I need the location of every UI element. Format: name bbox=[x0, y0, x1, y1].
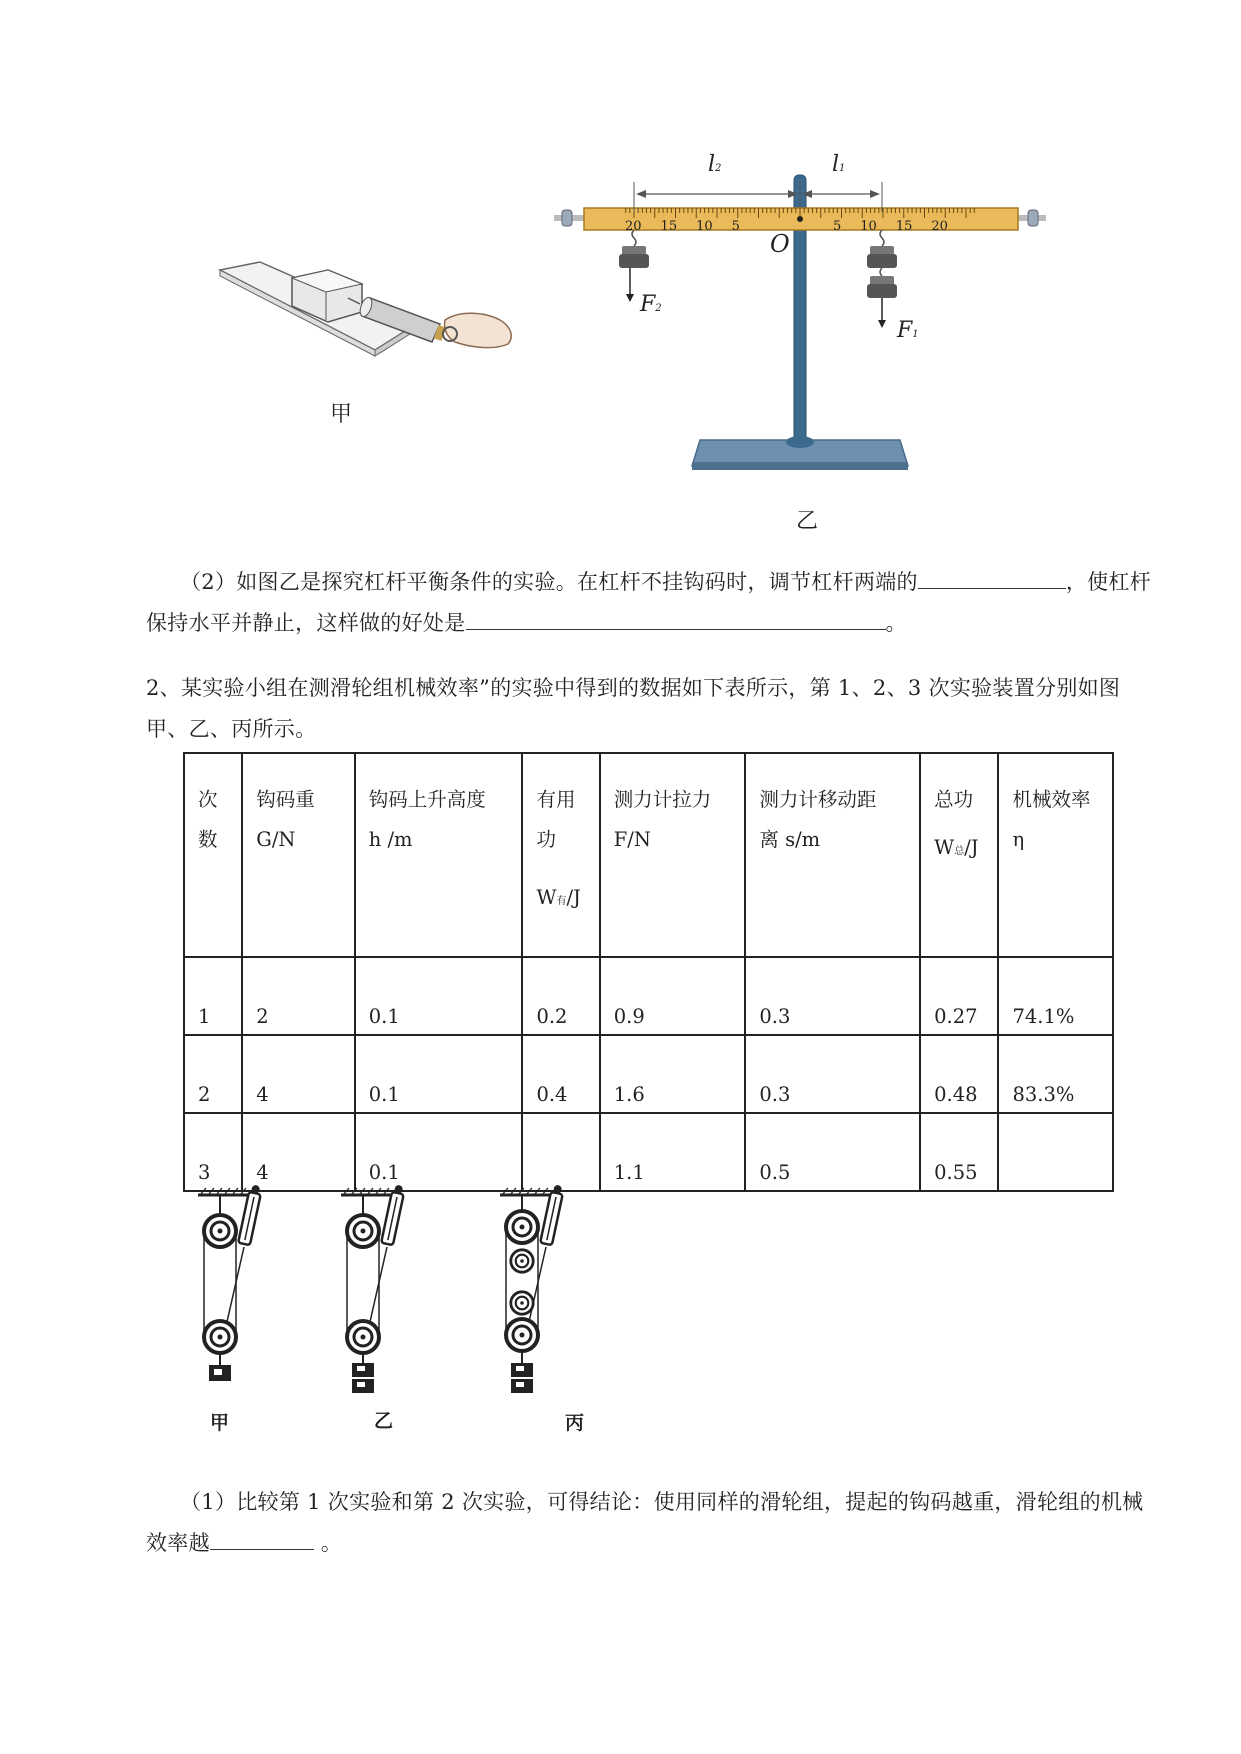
table-cell: 4 bbox=[242, 1035, 354, 1113]
table-row bbox=[184, 957, 1113, 1035]
table-cell: 0.27 bbox=[920, 957, 998, 1035]
answer-blank-2[interactable] bbox=[466, 605, 886, 630]
table-row bbox=[184, 1035, 1113, 1113]
table-header-cell: 总功 W总/J bbox=[920, 753, 998, 957]
question-part1-text: （1）比较第 1 次实验和第 2 次实验，可得结论：使用同样的滑轮组，提起的钩码越重，滑轮组的机械效率越 bbox=[146, 1490, 1144, 1555]
figure-yi-caption: 乙 bbox=[796, 509, 819, 534]
table-cell: 83.3% bbox=[998, 1035, 1113, 1113]
scale-tick-label: 20 bbox=[625, 219, 642, 234]
lever-scale-right bbox=[833, 219, 1013, 234]
table-header-cell: 测力计拉力 F/N bbox=[600, 753, 746, 957]
table-cell: 3 bbox=[184, 1113, 242, 1191]
pulley-caption-jia: 甲 bbox=[210, 1412, 230, 1434]
table-header-cell: 有用 功 W有/J bbox=[522, 753, 599, 957]
table-header-cell: 钩码重 G/N bbox=[242, 753, 354, 957]
answer-blank-3[interactable] bbox=[210, 1525, 314, 1550]
label-f1: F1 bbox=[897, 318, 919, 343]
table-cell: 0.5 bbox=[745, 1113, 920, 1191]
pulley-setup-yi bbox=[341, 1184, 405, 1393]
label-l1: l1 bbox=[832, 152, 846, 177]
figure-jia bbox=[210, 250, 540, 390]
question-part2-text-middle: ，使杠杆保持水平并静止，这样做的好处是 bbox=[146, 570, 1152, 635]
pulley-setup-bing bbox=[500, 1184, 564, 1393]
table-cell: 0.3 bbox=[745, 1035, 920, 1113]
pulley-setup-jia bbox=[198, 1184, 262, 1381]
table-cell: 1.1 bbox=[600, 1113, 746, 1191]
pulley-caption-yi: 乙 bbox=[374, 1410, 394, 1432]
table-cell: 0.55 bbox=[920, 1113, 998, 1191]
scale-tick-label: 10 bbox=[696, 219, 713, 234]
table-cell: 0.4 bbox=[522, 1035, 599, 1113]
pulley-figures bbox=[190, 1175, 650, 1445]
question-2: 2、某实验小组在测滑轮组机械效率”的实验中得到的数据如下表所示，第 1、2、3 次实验装置分别如图甲、乙、丙所示。 bbox=[146, 676, 1121, 741]
table-cell: 0.3 bbox=[745, 957, 920, 1035]
table-header-cell: 机械效率 η bbox=[998, 753, 1113, 957]
table-cell-empty[interactable] bbox=[998, 1113, 1113, 1191]
label-pivot-o: O bbox=[770, 230, 790, 258]
question-part2 bbox=[146, 562, 1156, 644]
question-part2-end: 。 bbox=[885, 611, 907, 635]
table-cell: 0.9 bbox=[600, 957, 746, 1035]
scale-tick-label: 15 bbox=[895, 219, 913, 234]
table-cell: 1 bbox=[184, 957, 242, 1035]
figure-jia-caption: 甲 bbox=[330, 402, 353, 427]
question-part1-end: 。 bbox=[313, 1531, 343, 1555]
scale-tick-label: 15 bbox=[660, 219, 678, 234]
table-header-cell: 钩码上升高度 h /m bbox=[355, 753, 523, 957]
table-cell: 0.1 bbox=[355, 1035, 523, 1113]
pulley-caption-bing: 丙 bbox=[565, 1412, 585, 1434]
table-cell: 0.1 bbox=[355, 1113, 523, 1191]
scale-tick-label: 10 bbox=[860, 219, 877, 234]
figure-yi bbox=[540, 150, 1070, 480]
scale-tick-label: 5 bbox=[731, 219, 740, 234]
table-cell: 0.48 bbox=[920, 1035, 998, 1113]
table-cell: 4 bbox=[242, 1113, 354, 1191]
experiment-table bbox=[183, 752, 1114, 1192]
question-part1 bbox=[146, 1482, 1156, 1564]
table-cell: 2 bbox=[184, 1035, 242, 1113]
table-cell: 0.2 bbox=[522, 957, 599, 1035]
question-part2-text: （2）如图乙是探究杠杆平衡条件的实验。在杠杆不挂钩码时，调节杠杆两端的 bbox=[180, 570, 918, 594]
label-f2: F2 bbox=[640, 292, 662, 317]
table-header-cell: 次 数 bbox=[184, 753, 242, 957]
scale-tick-label: 5 bbox=[833, 219, 842, 234]
table-header-cell: 测力计移动距 离 s/m bbox=[745, 753, 920, 957]
scale-tick-label: 20 bbox=[931, 219, 948, 234]
label-l2: l2 bbox=[708, 152, 722, 177]
table-cell: 0.1 bbox=[355, 957, 523, 1035]
table-cell: 74.1% bbox=[998, 957, 1113, 1035]
table-cell: 1.6 bbox=[600, 1035, 746, 1113]
answer-blank-1[interactable] bbox=[918, 564, 1066, 589]
table-header-row bbox=[184, 753, 1113, 957]
table-cell: 2 bbox=[242, 957, 354, 1035]
